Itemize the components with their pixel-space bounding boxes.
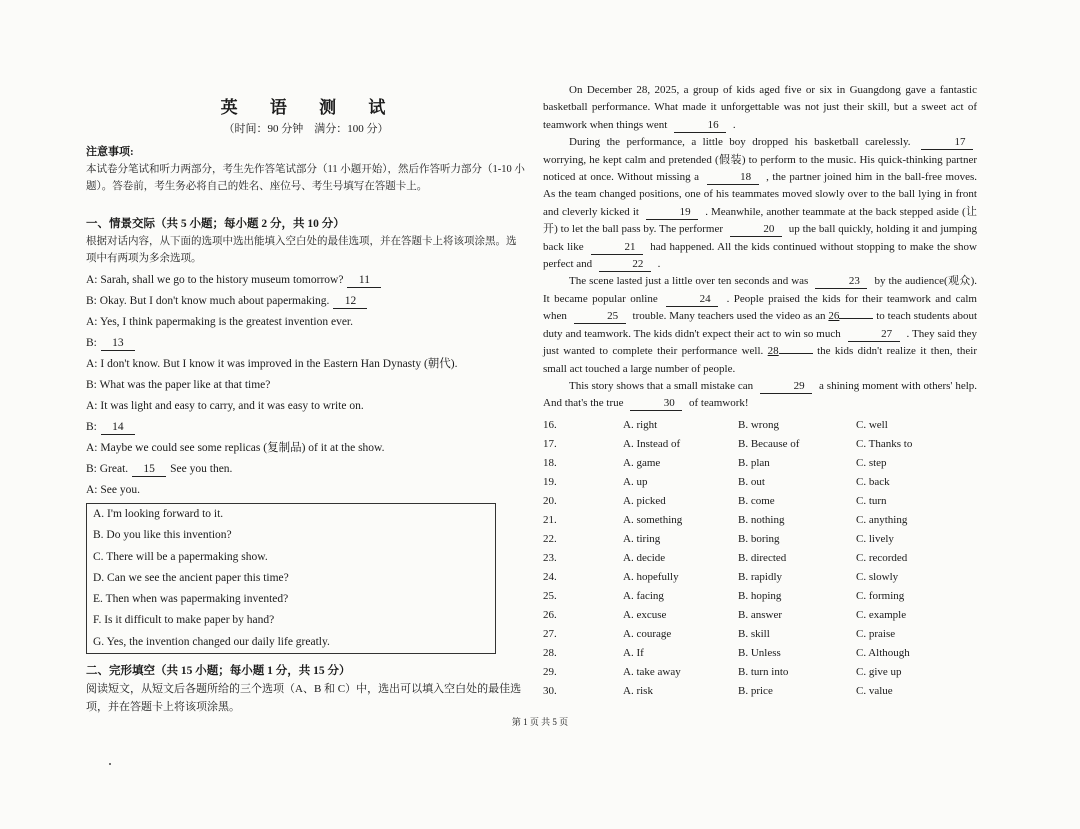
cloze-blank: 17 bbox=[921, 135, 973, 150]
cloze-blank: 29 bbox=[760, 379, 812, 394]
passage-paragraph bbox=[543, 378, 977, 413]
cloze-blank-number: 26 bbox=[828, 310, 840, 323]
answer-blank: 13 bbox=[101, 336, 135, 351]
dialogue-text: B: bbox=[86, 337, 97, 349]
dialogue-text: B: Okay. But I don't know much about papermaking. bbox=[86, 295, 330, 307]
cloze-blank: 25 bbox=[574, 309, 626, 324]
question-number: 19. bbox=[543, 475, 557, 488]
dialogue-line bbox=[86, 459, 526, 480]
choice-c: C. recorded bbox=[856, 551, 908, 564]
passage-text: . Meanwhile, another teammate at the back stepped aside (让开) to let the ball pass by. The performer bbox=[543, 205, 978, 236]
cloze-blank: 19 bbox=[646, 205, 698, 220]
choice-row bbox=[543, 473, 977, 492]
choice-b: B. rapidly bbox=[738, 570, 782, 583]
section2-instructions: 阅读短文，从短文后各题所给的三个选项（A、B 和 C）中，选出可以填入空白处的最佳选项，并在答题卡上将该项涂黑。 bbox=[86, 683, 522, 714]
choice-row bbox=[543, 587, 977, 606]
dialogue-line bbox=[86, 480, 526, 501]
choice-c: C. well bbox=[856, 418, 888, 431]
choice-c: C. Although bbox=[856, 646, 910, 659]
passage-text: The scene lasted just a little over ten seconds and was bbox=[569, 275, 809, 288]
dialogue-text: A: Maybe we could see some replicas (复制品) of it at the show. bbox=[86, 442, 385, 454]
passage-text: . bbox=[657, 258, 661, 271]
section1-heading: 一、情景交际（共 5 小题；每小题 2 分，共 10 分） bbox=[86, 218, 345, 230]
cloze-passage bbox=[543, 82, 977, 413]
cloze-blank: 23 bbox=[815, 274, 867, 289]
choice-a: A. decide bbox=[623, 551, 666, 564]
section2-heading: 二、完形填空（共 15 小题；每小题 1 分，共 15 分） bbox=[86, 665, 351, 678]
cloze-blank: 21 bbox=[591, 240, 643, 255]
cloze-blank-leading bbox=[768, 345, 817, 357]
dialogue-line bbox=[86, 354, 526, 375]
passage-text: . They said they just wanted to complete their performance well. bbox=[543, 327, 978, 358]
cloze-blank-line bbox=[779, 353, 813, 354]
choice-a: A. tiring bbox=[623, 532, 661, 545]
choice-b: B. Unless bbox=[738, 646, 781, 659]
cloze-blank-line bbox=[839, 318, 873, 319]
options-box bbox=[86, 503, 496, 654]
dialogue-line bbox=[86, 417, 526, 438]
dialogue-line bbox=[86, 312, 526, 333]
choice-b: B. Because of bbox=[738, 437, 800, 450]
cloze-blank: 27 bbox=[848, 327, 900, 342]
choice-a: A. If bbox=[623, 646, 644, 659]
choice-row bbox=[543, 644, 977, 663]
passage-text: by the audience(观众). It became popular online bbox=[543, 275, 977, 305]
passage-text: worrying, he kept calm and pretended (假装) to perform to the music. His quick-thinking partner noticed at once. Without missing a bbox=[543, 153, 977, 184]
question-number: 29. bbox=[543, 665, 557, 678]
answer-blank: 14 bbox=[101, 420, 135, 435]
option-item: B. Do you like this invention? bbox=[93, 529, 232, 542]
choice-a: A. take away bbox=[623, 665, 681, 678]
choice-c: C. praise bbox=[856, 627, 896, 640]
dialogue-line bbox=[86, 396, 526, 417]
choice-row bbox=[543, 454, 977, 473]
choice-b: B. hoping bbox=[738, 589, 782, 602]
choice-a: A. courage bbox=[623, 627, 672, 640]
choice-a: A. picked bbox=[623, 494, 666, 507]
dialogue-text: A: Yes, I think papermaking is the greatest invention ever. bbox=[86, 316, 354, 328]
passage-paragraph bbox=[543, 134, 977, 273]
choice-c: C. example bbox=[856, 608, 907, 621]
passage-text: . bbox=[732, 118, 736, 131]
dialogue-text: B: What was the paper like at that time? bbox=[86, 379, 271, 391]
cloze-blank-number: 28 bbox=[767, 345, 779, 358]
dialogue-line bbox=[86, 333, 526, 354]
choice-c: C. turn bbox=[856, 494, 887, 507]
dialogue bbox=[86, 270, 526, 501]
dialogue-text: A: I don't know. But I know it was improved in the Eastern Han Dynasty (朝代). bbox=[86, 358, 458, 370]
question-number: 26. bbox=[543, 608, 557, 621]
right-column bbox=[543, 82, 977, 701]
cloze-blank: 22 bbox=[599, 257, 651, 272]
passage-paragraph bbox=[543, 273, 977, 377]
option-item: C. There will be a papermaking show. bbox=[93, 550, 268, 563]
choice-b: B. wrong bbox=[738, 418, 779, 431]
notes-title: 注意事项: bbox=[86, 146, 134, 158]
question-number: 24. bbox=[543, 570, 557, 583]
choice-c: C. slowly bbox=[856, 570, 899, 583]
choice-c: C. Thanks to bbox=[856, 437, 913, 450]
choice-a: A. up bbox=[623, 475, 648, 488]
choice-row bbox=[543, 492, 977, 511]
passage-paragraph bbox=[543, 82, 977, 134]
choice-c: C. value bbox=[856, 684, 893, 697]
passage-text: This story shows that a small mistake can bbox=[569, 379, 754, 392]
choice-a: A. something bbox=[623, 513, 683, 526]
option-item: F. Is it difficult to make paper by hand? bbox=[93, 614, 275, 627]
choice-b: B. boring bbox=[738, 532, 780, 545]
left-column bbox=[86, 96, 526, 716]
cloze-blank: 20 bbox=[730, 222, 782, 237]
choice-row bbox=[543, 435, 977, 454]
dialogue-text: B: Great. bbox=[86, 463, 129, 475]
choice-a: A. excuse bbox=[623, 608, 667, 621]
choice-c: C. give up bbox=[856, 665, 902, 678]
passage-text: . People praised the kids for their teamwork and calm when bbox=[543, 292, 977, 323]
choice-b: B. directed bbox=[738, 551, 787, 564]
choice-a: A. risk bbox=[623, 684, 653, 697]
question-number: 16. bbox=[543, 418, 557, 431]
choice-c: C. forming bbox=[856, 589, 905, 602]
answer-blank: 15 bbox=[132, 462, 166, 477]
choice-b: B. skill bbox=[738, 627, 770, 640]
passage-text: , the partner joined him in the ball-free moves. As the team changed positions, one of his teammates moved slowly over to the ball lying in front and cleverly kicked it bbox=[543, 171, 978, 218]
scan-speck bbox=[109, 763, 111, 765]
cloze-blank-leading bbox=[828, 310, 876, 322]
choice-b: B. come bbox=[738, 494, 775, 507]
dialogue-line bbox=[86, 270, 526, 291]
choice-row bbox=[543, 511, 977, 530]
choice-b: B. nothing bbox=[738, 513, 785, 526]
choice-a: A. right bbox=[623, 418, 658, 431]
question-number: 28. bbox=[543, 646, 557, 659]
passage-text: up the ball quickly, holding it and jumping back like bbox=[543, 223, 978, 253]
choice-b: B. plan bbox=[738, 456, 770, 469]
dialogue-text: A: See you. bbox=[86, 484, 140, 496]
dialogue-text-after: See you then. bbox=[170, 463, 233, 475]
passage-text: the kids didn't realize it then, their small act touched a large number of people. bbox=[543, 345, 978, 375]
choice-a: A. Instead of bbox=[623, 437, 681, 450]
option-item: A. I'm looking forward to it. bbox=[93, 508, 224, 520]
passage-text: had happened. All the kids continued without stopping to make the show perfect and bbox=[543, 240, 977, 271]
exam-subtitle: （时间：90 分钟 满分：100 分） bbox=[223, 123, 389, 135]
dialogue-line bbox=[86, 438, 526, 459]
notes-text: 本试卷分笔试和听力两部分，考生先作答笔试部分（11 小题开始），然后作答听力部分（1-10 小题）。答卷前，考生务必将自己的姓名、座位号、考生号填写在答题卡上。 bbox=[86, 164, 525, 192]
question-number: 21. bbox=[543, 513, 557, 526]
passage-text: On December 28, 2025, a group of kids aged five or six in Guangdong gave a fantastic basketball performance. What made it unforgettable was not just their skill, but a sweet act of teamwork when things went bbox=[543, 84, 977, 131]
choice-c: C. step bbox=[856, 456, 887, 469]
page-footer: 第 1 页 共 5 页 bbox=[511, 717, 569, 727]
passage-text: a shining moment with others' help. And that's the true bbox=[543, 379, 978, 410]
cloze-blank: 18 bbox=[707, 170, 759, 185]
choice-c: C. lively bbox=[856, 532, 894, 545]
choice-row bbox=[543, 606, 977, 625]
section1-instructions: 根据对话内容，从下面的选项中选出能填入空白处的最佳选项，并在答题卡上将该项涂黑。选项中有两项为多余选项。 bbox=[86, 236, 517, 264]
passage-text: to teach students about duty and teamwork. The kids didn't expect their act to win so much bbox=[543, 310, 978, 340]
choice-row bbox=[543, 416, 977, 435]
choice-a: A. game bbox=[623, 456, 661, 469]
question-number: 27. bbox=[543, 627, 557, 640]
choice-b: B. price bbox=[738, 684, 773, 697]
cloze-blank: 16 bbox=[674, 118, 726, 133]
choice-row bbox=[543, 530, 977, 549]
choice-row bbox=[543, 549, 977, 568]
choice-c: C. anything bbox=[856, 513, 908, 526]
cloze-blank: 30 bbox=[630, 396, 682, 411]
passage-text: During the performance, a little boy dropped his basketball carelessly. bbox=[569, 136, 911, 149]
dialogue-line bbox=[86, 291, 526, 312]
choice-row bbox=[543, 568, 977, 587]
dialogue-text: A: Sarah, shall we go to the history museum tomorrow? bbox=[86, 274, 344, 286]
cloze-choices bbox=[543, 416, 977, 701]
question-number: 20. bbox=[543, 494, 557, 507]
passage-text: trouble. Many teachers used the video as an bbox=[632, 310, 826, 323]
choice-c: C. back bbox=[856, 475, 890, 488]
dialogue-text: B: bbox=[86, 421, 97, 433]
choice-b: B. turn into bbox=[738, 665, 789, 678]
question-number: 22. bbox=[543, 532, 557, 545]
choice-row bbox=[543, 682, 977, 701]
choice-row bbox=[543, 625, 977, 644]
option-item: G. Yes, the invention changed our daily life greatly. bbox=[93, 635, 330, 648]
cloze-blank: 24 bbox=[666, 292, 718, 307]
dialogue-text: A: It was light and easy to carry, and it was easy to write on. bbox=[86, 400, 364, 412]
choice-b: B. answer bbox=[738, 608, 782, 621]
choice-row bbox=[543, 663, 977, 682]
option-item: D. Can we see the ancient paper this time? bbox=[93, 571, 289, 584]
question-number: 23. bbox=[543, 551, 557, 564]
passage-text: of teamwork! bbox=[689, 397, 749, 410]
question-number: 30. bbox=[543, 684, 557, 697]
question-number: 17. bbox=[543, 437, 557, 450]
answer-blank: 11 bbox=[347, 273, 381, 288]
exam-title: 英 语 测 试 bbox=[220, 98, 400, 117]
choice-a: A. hopefully bbox=[623, 570, 679, 583]
option-item: E. Then when was papermaking invented? bbox=[93, 593, 289, 606]
choice-b: B. out bbox=[738, 475, 765, 488]
question-number: 25. bbox=[543, 589, 557, 602]
choice-a: A. facing bbox=[623, 589, 664, 602]
dialogue-line bbox=[86, 375, 526, 396]
question-number: 18. bbox=[543, 456, 557, 469]
answer-blank: 12 bbox=[333, 294, 367, 309]
